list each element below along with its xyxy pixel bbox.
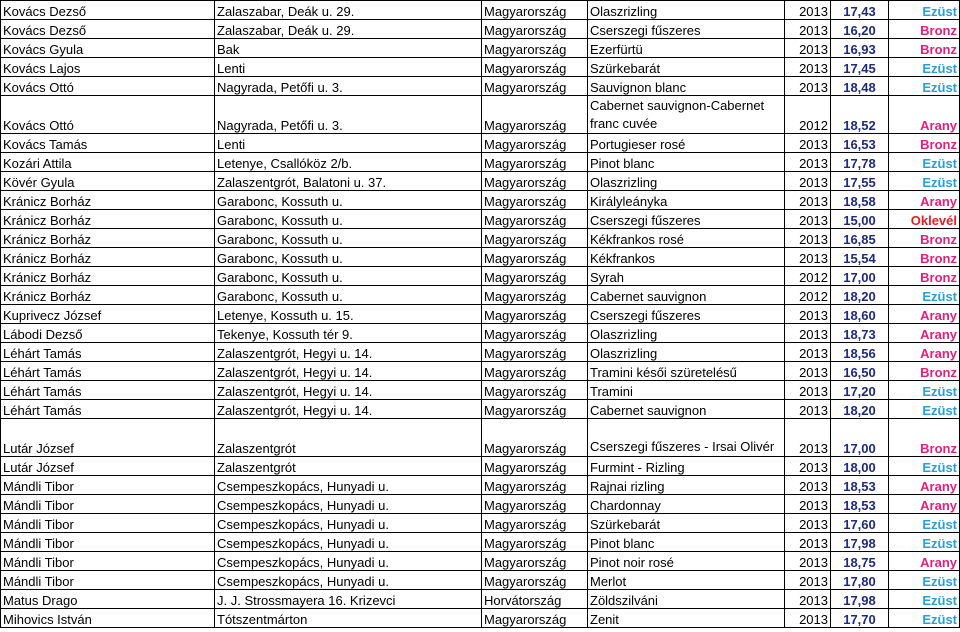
table-row [1, 324, 960, 343]
table-row [1, 20, 960, 39]
table-row [1, 39, 960, 58]
entrant-address: Zalaszentgrót, Hegyi u. 14. [215, 362, 482, 381]
table-row [1, 248, 960, 267]
table-row [1, 267, 960, 286]
entrant-name: Kovács Dezső [1, 20, 215, 39]
wine-name: Tramini késői szüretelésű [588, 362, 785, 381]
entrant-name: Kránicz Borház [1, 286, 215, 305]
score-value: 18,75 [831, 552, 889, 571]
score-value: 18,48 [831, 77, 889, 96]
vintage-year: 2012 [785, 267, 831, 286]
score-value: 17,45 [831, 58, 889, 77]
table-row [1, 1, 960, 20]
wine-name: Syrah [588, 267, 785, 286]
table-row [1, 457, 960, 476]
score-value: 18,20 [831, 400, 889, 419]
entrant-address: Zalaszentgrót, Hegyi u. 14. [215, 381, 482, 400]
award-badge: Bronz [889, 362, 960, 381]
entrant-country: Magyarország [482, 134, 588, 153]
score-value: 18,00 [831, 457, 889, 476]
award-badge: Ezüst [889, 381, 960, 400]
entrant-name: Lábodi Dezső [1, 324, 215, 343]
results-table-body [1, 1, 960, 628]
entrant-name: Kövér Gyula [1, 172, 215, 191]
table-row [1, 343, 960, 362]
entrant-address: Zalaszentgrót, Hegyi u. 14. [215, 400, 482, 419]
vintage-year: 2013 [785, 20, 831, 39]
vintage-year: 2013 [785, 172, 831, 191]
entrant-country: Magyarország [482, 267, 588, 286]
entrant-country: Magyarország [482, 248, 588, 267]
entrant-address: Letenye, Csallóköz 2/b. [215, 153, 482, 172]
award-badge: Arany [889, 96, 960, 134]
entrant-name: Kovács Ottó [1, 77, 215, 96]
wine-name: Cabernet sauvignon [588, 286, 785, 305]
entrant-address: Zalaszentgrót, Balatoni u. 37. [215, 172, 482, 191]
entrant-name: Mándli Tibor [1, 514, 215, 533]
score-value: 18,58 [831, 191, 889, 210]
vintage-year: 2013 [785, 590, 831, 609]
award-badge: Ezüst [889, 77, 960, 96]
entrant-country: Horvátország [482, 590, 588, 609]
entrant-name: Mándli Tibor [1, 571, 215, 590]
table-row [1, 400, 960, 419]
table-row [1, 134, 960, 153]
wine-name: Zöldszilváni [588, 590, 785, 609]
entrant-country: Magyarország [482, 476, 588, 495]
table-row [1, 191, 960, 210]
entrant-address: Garabonc, Kossuth u. [215, 248, 482, 267]
vintage-year: 2013 [785, 305, 831, 324]
award-badge: Ezüst [889, 153, 960, 172]
vintage-year: 2013 [785, 514, 831, 533]
award-badge: Arany [889, 552, 960, 571]
award-badge: Bronz [889, 39, 960, 58]
entrant-country: Magyarország [482, 1, 588, 20]
score-value: 15,54 [831, 248, 889, 267]
vintage-year: 2013 [785, 609, 831, 628]
entrant-country: Magyarország [482, 153, 588, 172]
entrant-country: Magyarország [482, 286, 588, 305]
entrant-name: Kránicz Borház [1, 267, 215, 286]
score-value: 17,70 [831, 609, 889, 628]
score-value: 17,98 [831, 533, 889, 552]
entrant-country: Magyarország [482, 571, 588, 590]
entrant-country: Magyarország [482, 305, 588, 324]
entrant-country: Magyarország [482, 514, 588, 533]
entrant-country: Magyarország [482, 343, 588, 362]
wine-name: Szürkebarát [588, 58, 785, 77]
table-row [1, 419, 960, 457]
award-badge: Ezüst [889, 590, 960, 609]
entrant-country: Magyarország [482, 20, 588, 39]
table-row [1, 77, 960, 96]
entrant-name: Kránicz Borház [1, 229, 215, 248]
vintage-year: 2013 [785, 248, 831, 267]
entrant-name: Mándli Tibor [1, 533, 215, 552]
entrant-address: Garabonc, Kossuth u. [215, 191, 482, 210]
vintage-year: 2013 [785, 229, 831, 248]
vintage-year: 2013 [785, 324, 831, 343]
wine-name: Szürkebarát [588, 514, 785, 533]
entrant-country: Magyarország [482, 172, 588, 191]
entrant-address: Zalaszentgrót, Hegyi u. 14. [215, 343, 482, 362]
score-value: 17,55 [831, 172, 889, 191]
wine-name: Királyleányka [588, 191, 785, 210]
vintage-year: 2012 [785, 286, 831, 305]
score-value: 18,56 [831, 343, 889, 362]
wine-name: Ezerfürtü [588, 39, 785, 58]
entrant-address: Csempeszkopács, Hunyadi u. [215, 476, 482, 495]
wine-name: Cserszegi fűszeres [588, 305, 785, 324]
entrant-country: Magyarország [482, 191, 588, 210]
score-value: 18,60 [831, 305, 889, 324]
vintage-year: 2013 [785, 571, 831, 590]
table-row [1, 229, 960, 248]
award-badge: Arany [889, 495, 960, 514]
score-value: 16,50 [831, 362, 889, 381]
entrant-country: Magyarország [482, 495, 588, 514]
entrant-name: Lutár József [1, 419, 215, 457]
wine-name: Pinot blanc [588, 533, 785, 552]
award-badge: Bronz [889, 20, 960, 39]
entrant-name: Kovács Tamás [1, 134, 215, 153]
entrant-address: J. J. Strossmayera 16. Krizevci [215, 590, 482, 609]
entrant-name: Mándli Tibor [1, 476, 215, 495]
entrant-name: Léhárt Tamás [1, 400, 215, 419]
vintage-year: 2013 [785, 153, 831, 172]
award-badge: Arany [889, 324, 960, 343]
award-badge: Oklevél [889, 210, 960, 229]
entrant-address: Csempeszkopács, Hunyadi u. [215, 514, 482, 533]
wine-name: Olaszrizling [588, 1, 785, 20]
entrant-address: Garabonc, Kossuth u. [215, 210, 482, 229]
entrant-address: Csempeszkopács, Hunyadi u. [215, 533, 482, 552]
score-value: 18,20 [831, 286, 889, 305]
entrant-address: Csempeszkopács, Hunyadi u. [215, 495, 482, 514]
award-badge: Ezüst [889, 533, 960, 552]
entrant-address: Zalaszabar, Deák u. 29. [215, 20, 482, 39]
score-value: 17,78 [831, 153, 889, 172]
vintage-year: 2013 [785, 191, 831, 210]
wine-name: Portugieser rosé [588, 134, 785, 153]
award-badge: Ezüst [889, 609, 960, 628]
wine-name: Sauvignon blanc [588, 77, 785, 96]
entrant-address: Garabonc, Kossuth u. [215, 229, 482, 248]
vintage-year: 2013 [785, 419, 831, 457]
score-value: 17,20 [831, 381, 889, 400]
award-badge: Ezüst [889, 1, 960, 20]
vintage-year: 2013 [785, 58, 831, 77]
entrant-country: Magyarország [482, 210, 588, 229]
entrant-country: Magyarország [482, 381, 588, 400]
entrant-address: Tótszentmárton [215, 609, 482, 628]
table-row [1, 495, 960, 514]
entrant-country: Magyarország [482, 533, 588, 552]
award-badge: Ezüst [889, 286, 960, 305]
vintage-year: 2013 [785, 1, 831, 20]
wine-name: Cabernet sauvignon-Cabernet franc cuvée [588, 96, 785, 134]
award-badge: Bronz [889, 248, 960, 267]
entrant-address: Tekenye, Kossuth tér 9. [215, 324, 482, 343]
entrant-name: Léhárt Tamás [1, 381, 215, 400]
entrant-address: Garabonc, Kossuth u. [215, 286, 482, 305]
award-badge: Ezüst [889, 400, 960, 419]
table-row [1, 96, 960, 134]
entrant-name: Lutár József [1, 457, 215, 476]
table-row [1, 210, 960, 229]
vintage-year: 2013 [785, 362, 831, 381]
vintage-year: 2012 [785, 96, 831, 134]
wine-name: Cabernet sauvignon [588, 400, 785, 419]
award-badge: Arany [889, 476, 960, 495]
entrant-address: Nagyrada, Petőfi u. 3. [215, 77, 482, 96]
score-value: 17,98 [831, 590, 889, 609]
wine-name: Kékfrankos rosé [588, 229, 785, 248]
entrant-country: Magyarország [482, 58, 588, 77]
vintage-year: 2013 [785, 210, 831, 229]
wine-name: Rajnai rizling [588, 476, 785, 495]
entrant-country: Magyarország [482, 457, 588, 476]
score-value: 18,52 [831, 96, 889, 134]
entrant-country: Magyarország [482, 552, 588, 571]
wine-name: Olaszrizling [588, 324, 785, 343]
entrant-name: Mándli Tibor [1, 552, 215, 571]
vintage-year: 2013 [785, 533, 831, 552]
table-row [1, 476, 960, 495]
wine-name: Kékfrankos [588, 248, 785, 267]
entrant-address: Nagyrada, Petőfi u. 3. [215, 96, 482, 134]
vintage-year: 2013 [785, 77, 831, 96]
entrant-name: Léhárt Tamás [1, 343, 215, 362]
entrant-name: Kránicz Borház [1, 210, 215, 229]
entrant-name: Kránicz Borház [1, 191, 215, 210]
score-value: 16,53 [831, 134, 889, 153]
wine-name: Olaszrizling [588, 343, 785, 362]
score-value: 18,53 [831, 495, 889, 514]
table-row [1, 58, 960, 77]
wine-name: Merlot [588, 571, 785, 590]
entrant-country: Magyarország [482, 324, 588, 343]
entrant-country: Magyarország [482, 39, 588, 58]
entrant-address: Letenye, Kossuth u. 15. [215, 305, 482, 324]
entrant-name: Kovács Gyula [1, 39, 215, 58]
award-badge: Bronz [889, 267, 960, 286]
entrant-address: Garabonc, Kossuth u. [215, 267, 482, 286]
vintage-year: 2013 [785, 134, 831, 153]
wine-name: Chardonnay [588, 495, 785, 514]
entrant-country: Magyarország [482, 77, 588, 96]
award-badge: Ezüst [889, 457, 960, 476]
award-badge: Ezüst [889, 172, 960, 191]
entrant-country: Magyarország [482, 419, 588, 457]
wine-name: Olaszrizling [588, 172, 785, 191]
entrant-name: Kránicz Borház [1, 248, 215, 267]
vintage-year: 2013 [785, 343, 831, 362]
vintage-year: 2013 [785, 552, 831, 571]
entrant-name: Kovács Ottó [1, 96, 215, 134]
score-value: 15,00 [831, 210, 889, 229]
wine-name: Pinot blanc [588, 153, 785, 172]
score-value: 17,43 [831, 1, 889, 20]
entrant-name: Kozári Attila [1, 153, 215, 172]
table-row [1, 552, 960, 571]
table-row [1, 571, 960, 590]
table-row [1, 153, 960, 172]
entrant-country: Magyarország [482, 400, 588, 419]
wine-name: Tramini [588, 381, 785, 400]
vintage-year: 2013 [785, 400, 831, 419]
table-row [1, 590, 960, 609]
table-row [1, 514, 960, 533]
score-value: 17,00 [831, 419, 889, 457]
score-value: 16,93 [831, 39, 889, 58]
entrant-name: Kovács Lajos [1, 58, 215, 77]
entrant-address: Csempeszkopács, Hunyadi u. [215, 552, 482, 571]
entrant-name: Mándli Tibor [1, 495, 215, 514]
wine-name: Pinot noir rosé [588, 552, 785, 571]
table-row [1, 286, 960, 305]
entrant-name: Kuprivecz József [1, 305, 215, 324]
wine-name: Zenit [588, 609, 785, 628]
table-row [1, 172, 960, 191]
score-value: 18,53 [831, 476, 889, 495]
score-value: 17,80 [831, 571, 889, 590]
entrant-name: Kovács Dezső [1, 1, 215, 20]
award-badge: Arany [889, 305, 960, 324]
award-badge: Ezüst [889, 58, 960, 77]
vintage-year: 2013 [785, 39, 831, 58]
entrant-country: Magyarország [482, 609, 588, 628]
vintage-year: 2013 [785, 457, 831, 476]
award-badge: Arany [889, 191, 960, 210]
entrant-country: Magyarország [482, 96, 588, 134]
award-badge: Arany [889, 343, 960, 362]
table-row [1, 362, 960, 381]
table-row [1, 609, 960, 628]
score-value: 16,85 [831, 229, 889, 248]
entrant-address: Lenti [215, 134, 482, 153]
entrant-address: Bak [215, 39, 482, 58]
entrant-name: Léhárt Tamás [1, 362, 215, 381]
score-value: 18,73 [831, 324, 889, 343]
wine-name: Cserszegi fűszeres [588, 210, 785, 229]
wine-name: Furmint - Rizling [588, 457, 785, 476]
table-row [1, 305, 960, 324]
wine-name: Cserszegi fűszeres - Irsai Olivér [588, 419, 785, 457]
table-row [1, 381, 960, 400]
entrant-country: Magyarország [482, 229, 588, 248]
table-row [1, 533, 960, 552]
vintage-year: 2013 [785, 381, 831, 400]
entrant-address: Zalaszentgrót [215, 457, 482, 476]
vintage-year: 2013 [785, 495, 831, 514]
entrant-name: Mihovics István [1, 609, 215, 628]
award-badge: Bronz [889, 134, 960, 153]
award-badge: Ezüst [889, 571, 960, 590]
award-badge: Ezüst [889, 514, 960, 533]
entrant-address: Zalaszabar, Deák u. 29. [215, 1, 482, 20]
award-badge: Bronz [889, 419, 960, 457]
score-value: 17,60 [831, 514, 889, 533]
score-value: 16,20 [831, 20, 889, 39]
entrant-address: Csempeszkopács, Hunyadi u. [215, 571, 482, 590]
award-badge: Bronz [889, 229, 960, 248]
entrant-address: Zalaszentgrót [215, 419, 482, 457]
wine-name: Cserszegi fűszeres [588, 20, 785, 39]
vintage-year: 2013 [785, 476, 831, 495]
entrant-name: Matus Drago [1, 590, 215, 609]
entrant-country: Magyarország [482, 362, 588, 381]
score-value: 17,00 [831, 267, 889, 286]
entrant-address: Lenti [215, 58, 482, 77]
